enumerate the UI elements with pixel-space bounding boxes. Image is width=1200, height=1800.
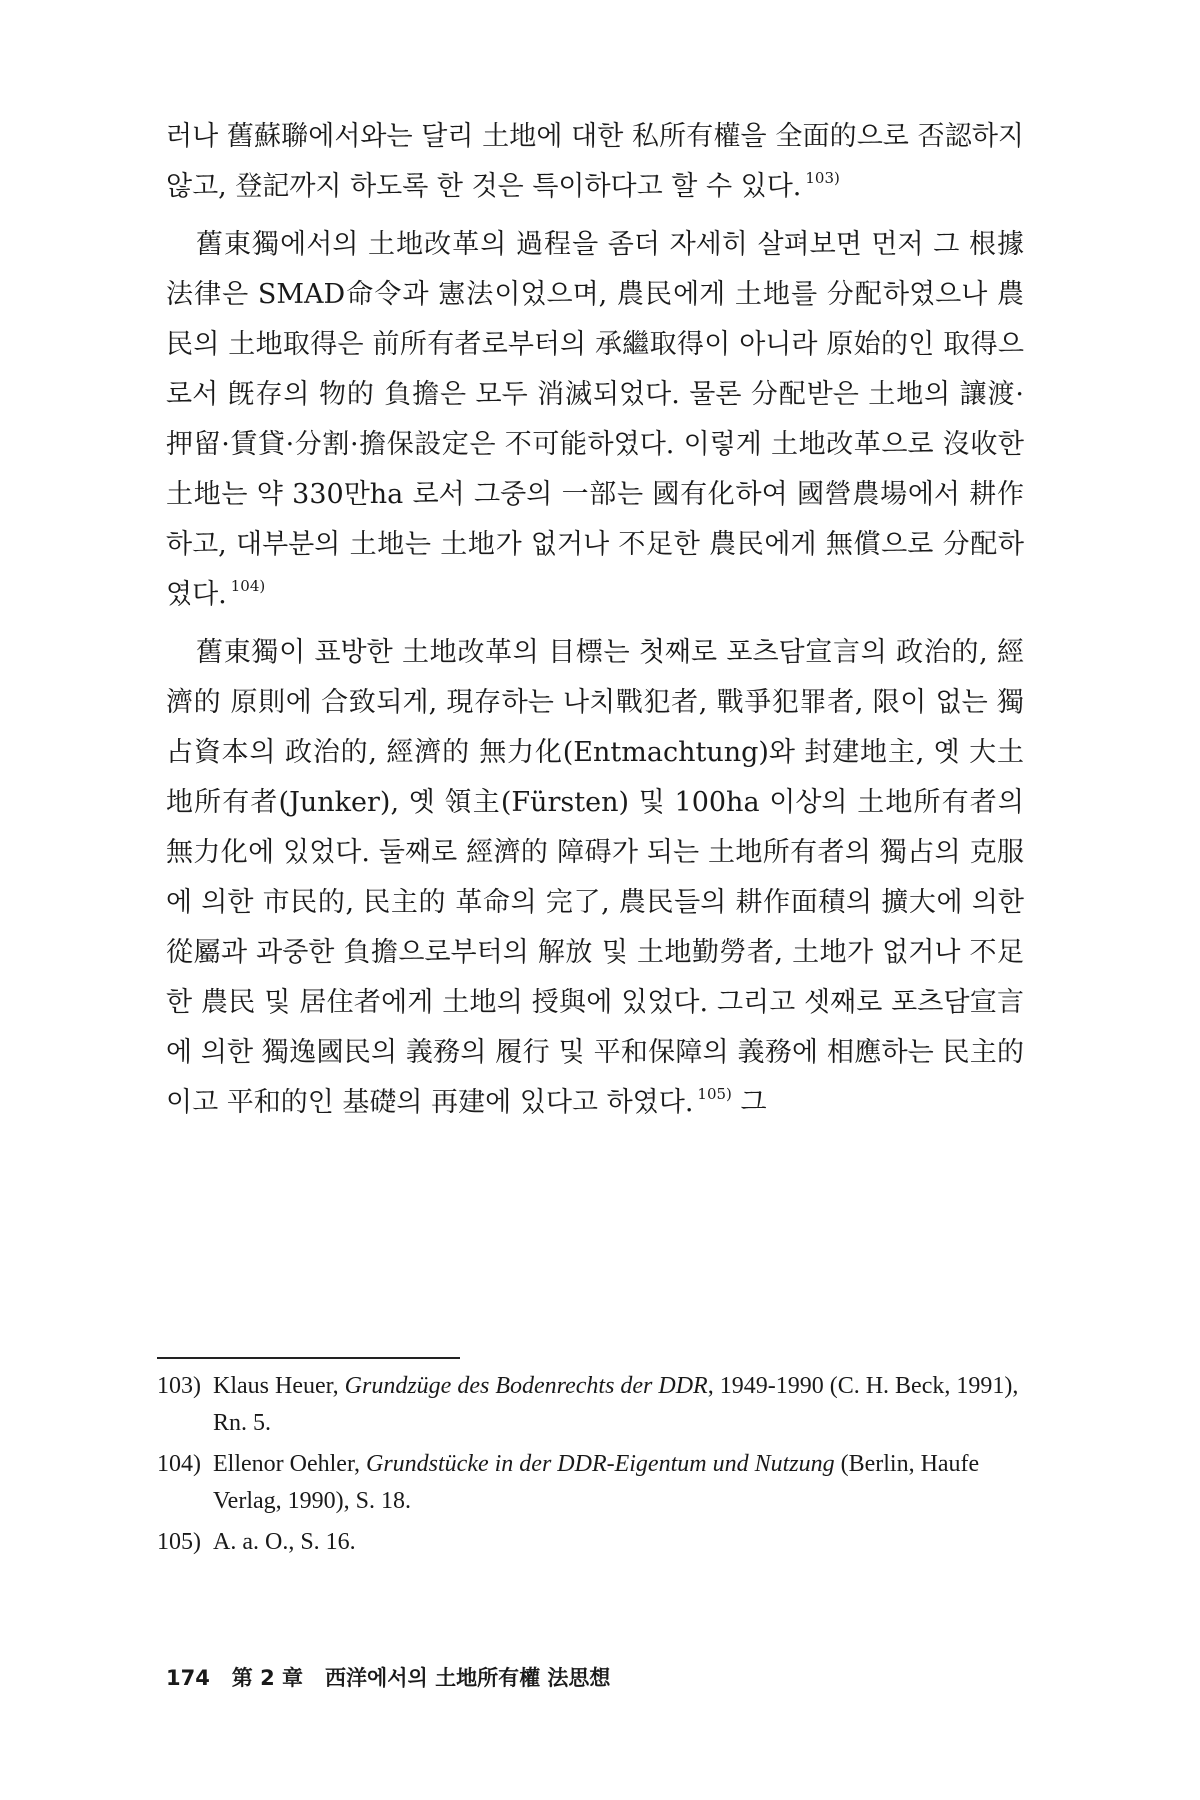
footnote-separator xyxy=(157,1357,460,1359)
footnote-book-title: Grundstücke in der DDR-Eigentum und Nutzung xyxy=(365,1451,835,1477)
footnote-publication: (Berlin, Haufe Verlag, 1990), S. 18. xyxy=(213,1451,980,1514)
footnote-number: 104) xyxy=(157,1451,201,1477)
footnote-ref-103: 103) xyxy=(805,169,840,187)
paragraph-1-text: 러나 舊蘇聯에서와는 달리 土地에 대한 私所有權을 全面的으로 否認하지 않고, 登記까지 하도록 한 것은 특이하다고 할 수 있다. xyxy=(166,121,1024,202)
chapter-label: 第 2 章 xyxy=(231,1666,304,1690)
footnote-publication: , 1949-1990 (C. H. Beck, 1991), Rn. 5. xyxy=(213,1373,1019,1436)
footnote-103 xyxy=(157,1368,1019,1442)
footnote-number: 103) xyxy=(157,1373,201,1399)
footnote-ref-104: 104) xyxy=(230,577,266,595)
chapter-title: 西洋에서의 土地所有權 法思想 xyxy=(324,1666,611,1690)
paragraph-2-text: 舊東獨에서의 土地改革의 過程을 좀더 자세히 살펴보면 먼저 그 根據法律은 SMAD命令과 憲法이었으며, 農民에게 土地를 分配하였으나 農民의 土地取得은 前所有者로부터의 承繼取得이 아니라 原始的인 取得으로서 旣存의 物的 負擔은 모두 消滅되었다. 물론 分配받은 土地의 讓渡·押留·賃貸·分割·擔保設定은 不可能하였다. 이렇게 土地改革으로 沒收한 土地는 약 330만ha 로서 그중의 一部는 國有化하여 國營農場에서 耕作하고, 대부분의 土地는 土地가 없거나 不足한 農民에게 無償으로 分配하였다. xyxy=(166,229,1024,610)
main-text xyxy=(166,112,1024,1128)
footnote-ref-105: 105) xyxy=(697,1085,732,1103)
footnote-citation: A. a. O., S. 16. xyxy=(213,1529,356,1555)
paragraph-1 xyxy=(166,112,1024,212)
paragraph-3 xyxy=(166,628,1024,1128)
footnote-104 xyxy=(157,1446,1019,1520)
paragraph-2 xyxy=(166,220,1024,620)
footnote-author: Ellenor Oehler, xyxy=(213,1451,366,1477)
footnotes xyxy=(157,1368,1019,1565)
running-footer xyxy=(166,1662,610,1692)
footnote-book-title: Grundzüge des Bodenrechts der DDR xyxy=(344,1373,708,1399)
paragraph-3-tail: 그 xyxy=(731,1087,767,1118)
footnote-number: 105) xyxy=(157,1529,201,1555)
paragraph-3-text: 舊東獨이 표방한 土地改革의 目標는 첫째로 포츠담宣言의 政治的, 經濟的 原則에 合致되게, 現存하는 나치戰犯者, 戰爭犯罪者, 限이 없는 獨占資本의 政治的, 經濟的 無力化(Entmachtung)와 封建地主, 옛 大土地所有者(Junker), 옛 領主(Fürsten) 및 100ha 이상의 土地所有者의 無力化에 있었다. 둘째로 經濟的 障碍가 되는 土地所有者의 獨占의 克服에 의한 市民的, 民主的 革命의 完了, 農民들의 耕作面積의 擴大에 의한 從屬과 과중한 負擔으로부터의 解放 및 土地勤勞者, 土地가 없거나 不足한 農民 및 居住者에게 土地의 授與에 있었다. 그리고 셋째로 포츠담宣言에 의한 獨逸國民의 義務의 履行 및 平和保障의 義務에 相應하는 民主的이고 平和的인 基礎의 再建에 있다고 하였다. xyxy=(166,637,1024,1118)
footnote-105 xyxy=(157,1524,1019,1561)
page-number: 174 xyxy=(166,1666,210,1690)
footnote-author: Klaus Heuer, xyxy=(213,1373,345,1399)
